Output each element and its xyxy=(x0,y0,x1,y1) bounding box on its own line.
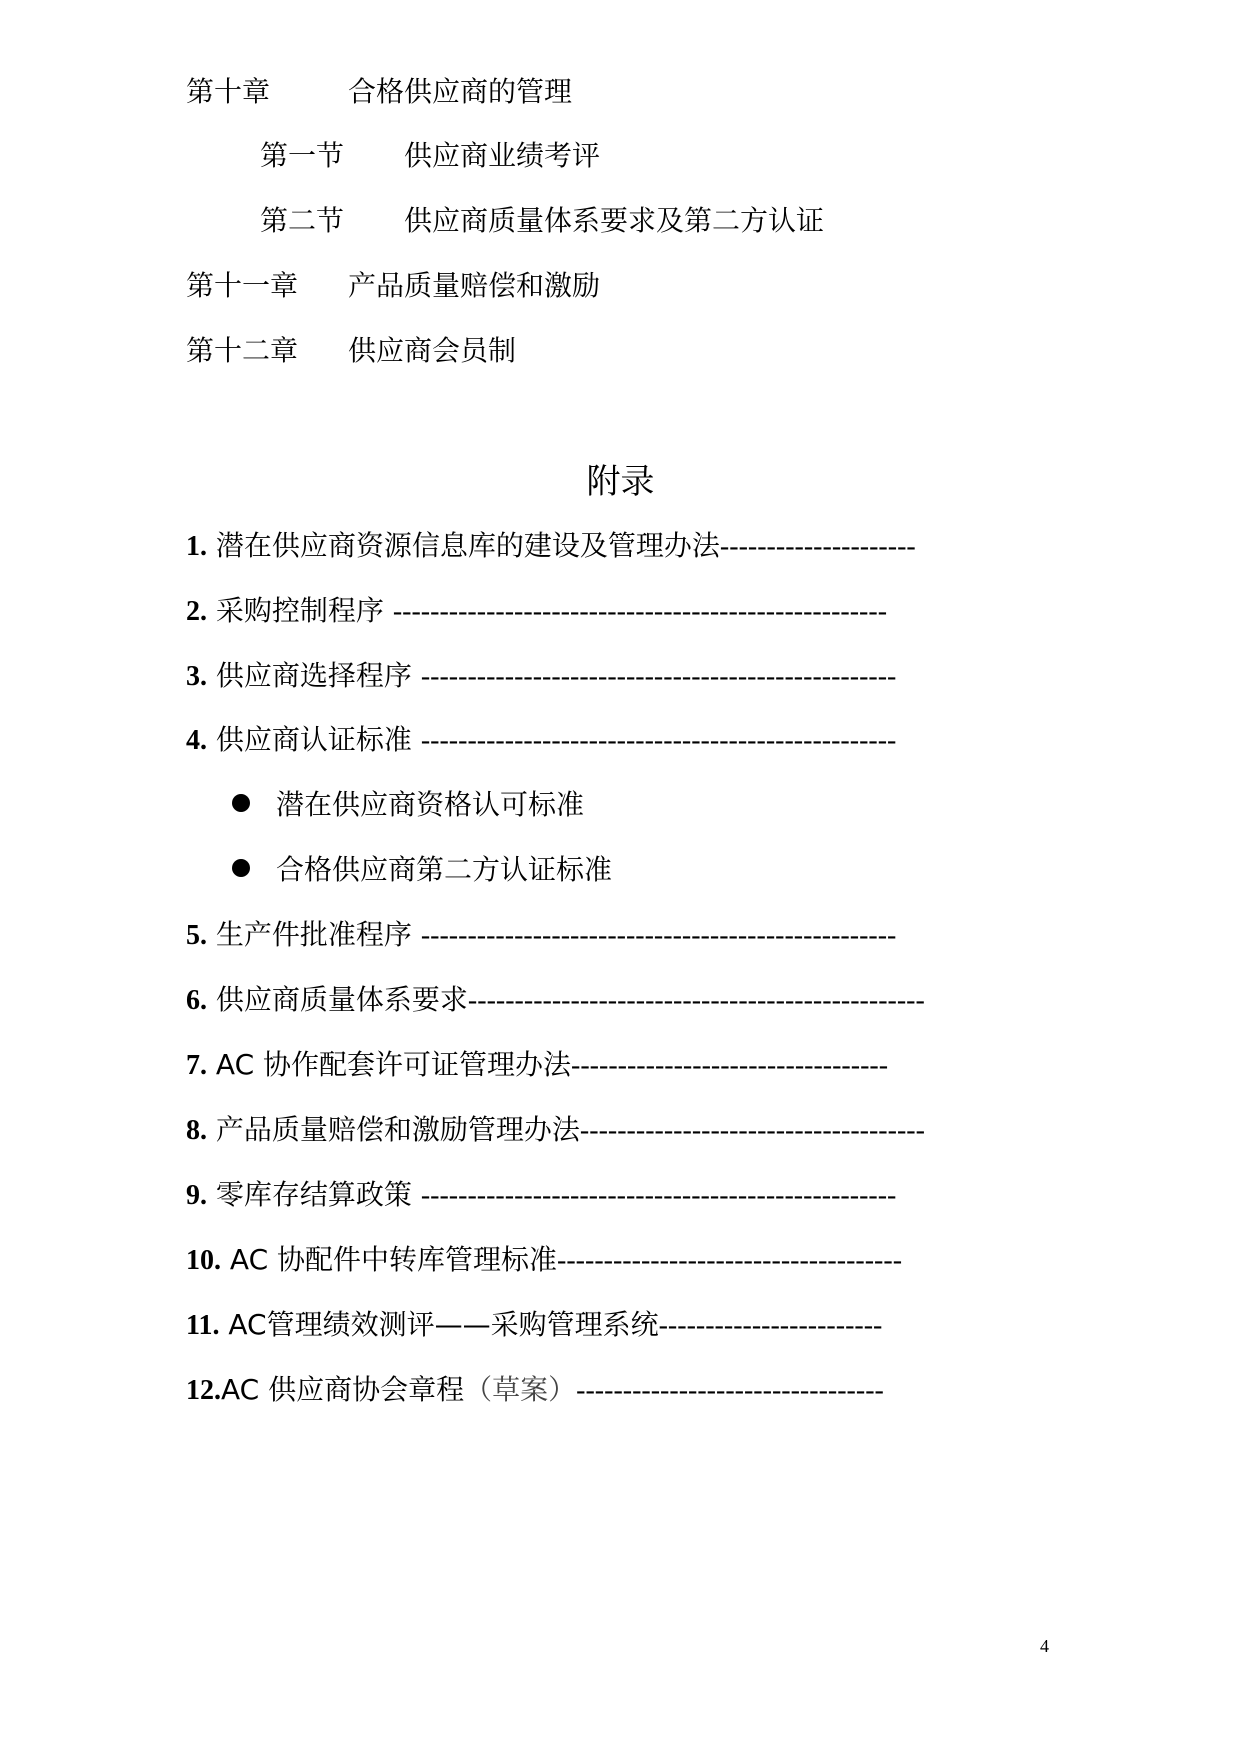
item-text: 供应商选择程序 xyxy=(215,659,412,692)
toc-label: 第十章 xyxy=(186,75,271,108)
toc-label: 第十一章 xyxy=(186,269,299,302)
appendix-item xyxy=(186,1242,902,1279)
item-text: 供应商认证标准 xyxy=(215,723,412,756)
item-note: （草案） xyxy=(464,1373,577,1406)
toc-line-section-1 xyxy=(260,138,601,174)
item-text: AC 协配件中转库管理标准 xyxy=(229,1243,558,1276)
appendix-item xyxy=(186,917,896,954)
leader-dashes: ------------------------------------- xyxy=(557,1245,903,1276)
leader-dashes: --------------------- xyxy=(719,531,916,562)
appendix-item xyxy=(186,1177,896,1214)
appendix-item xyxy=(186,982,925,1019)
leader-dashes: --------------------------------------------------- xyxy=(420,725,897,756)
item-number: 5. xyxy=(186,920,207,951)
leader-dashes: ------------------------------------------------- xyxy=(467,985,925,1016)
item-text: 潜在供应商资源信息库的建设及管理办法 xyxy=(215,529,720,562)
item-number: 3. xyxy=(186,661,207,692)
item-text: 零库存结算政策 xyxy=(215,1178,412,1211)
appendix-item xyxy=(186,528,916,565)
toc-label: 第一节 xyxy=(260,139,345,172)
bullet-icon xyxy=(232,794,250,812)
leader-dashes: --------------------------------------------------- xyxy=(420,920,897,951)
toc-title: 合格供应商的管理 xyxy=(348,75,573,108)
toc-line-chapter-11 xyxy=(186,268,601,304)
toc-title: 供应商会员制 xyxy=(348,334,517,367)
item-number: 12. xyxy=(186,1375,221,1406)
item-number: 1. xyxy=(186,531,207,562)
toc-title: 产品质量赔偿和激励 xyxy=(348,269,601,302)
item-number: 11. xyxy=(186,1310,220,1341)
bullet-text: 合格供应商第二方认证标准 xyxy=(276,853,613,886)
item-text: 产品质量赔偿和激励管理办法 xyxy=(215,1113,580,1146)
item-text: 供应商质量体系要求 xyxy=(215,983,468,1016)
toc-label: 第二节 xyxy=(260,204,345,237)
appendix-item xyxy=(186,1307,882,1344)
appendix-item xyxy=(186,722,896,759)
item-text: AC 供应商协会章程 xyxy=(221,1373,465,1406)
appendix-heading: 附录 xyxy=(586,462,655,502)
toc-line-chapter-12 xyxy=(186,333,517,369)
leader-dashes: --------------------------------------------------- xyxy=(420,1180,897,1211)
leader-dashes: ------------------------ xyxy=(658,1310,883,1341)
item-text: 生产件批准程序 xyxy=(215,918,412,951)
bullet-text: 潜在供应商资格认可标准 xyxy=(276,788,585,821)
leader-dashes: --------------------------------------------------- xyxy=(420,661,897,692)
toc-line-chapter-10 xyxy=(186,74,573,110)
item-number: 8. xyxy=(186,1115,207,1146)
appendix-item xyxy=(186,1372,884,1409)
item-number: 7. xyxy=(186,1050,207,1081)
item-number: 10. xyxy=(186,1245,221,1276)
appendix-item xyxy=(186,1112,925,1149)
appendix-item xyxy=(186,658,896,695)
bullet-icon xyxy=(232,859,250,877)
bullet-item xyxy=(232,852,612,888)
appendix-item xyxy=(186,1047,888,1084)
item-number: 9. xyxy=(186,1180,207,1211)
item-number: 6. xyxy=(186,985,207,1016)
page-number: 4 xyxy=(1040,1636,1049,1656)
item-number: 4. xyxy=(186,725,207,756)
item-text: AC管理绩效测评——采购管理系统 xyxy=(228,1308,659,1341)
item-text: AC 协作配套许可证管理办法 xyxy=(215,1048,572,1081)
item-number: 2. xyxy=(186,596,207,627)
leader-dashes: ------------------------------------- xyxy=(579,1115,925,1146)
leader-dashes: ---------------------------------- xyxy=(571,1050,889,1081)
toc-line-section-2 xyxy=(260,203,825,239)
toc-label: 第十二章 xyxy=(186,334,299,367)
bullet-item xyxy=(232,787,584,823)
appendix-item xyxy=(186,593,887,630)
item-text: 采购控制程序 xyxy=(215,594,384,627)
leader-dashes: --------------------------------- xyxy=(576,1375,884,1406)
leader-dashes: ----------------------------------------------------- xyxy=(392,596,888,627)
toc-title: 供应商业绩考评 xyxy=(404,139,601,172)
toc-title: 供应商质量体系要求及第二方认证 xyxy=(404,204,825,237)
